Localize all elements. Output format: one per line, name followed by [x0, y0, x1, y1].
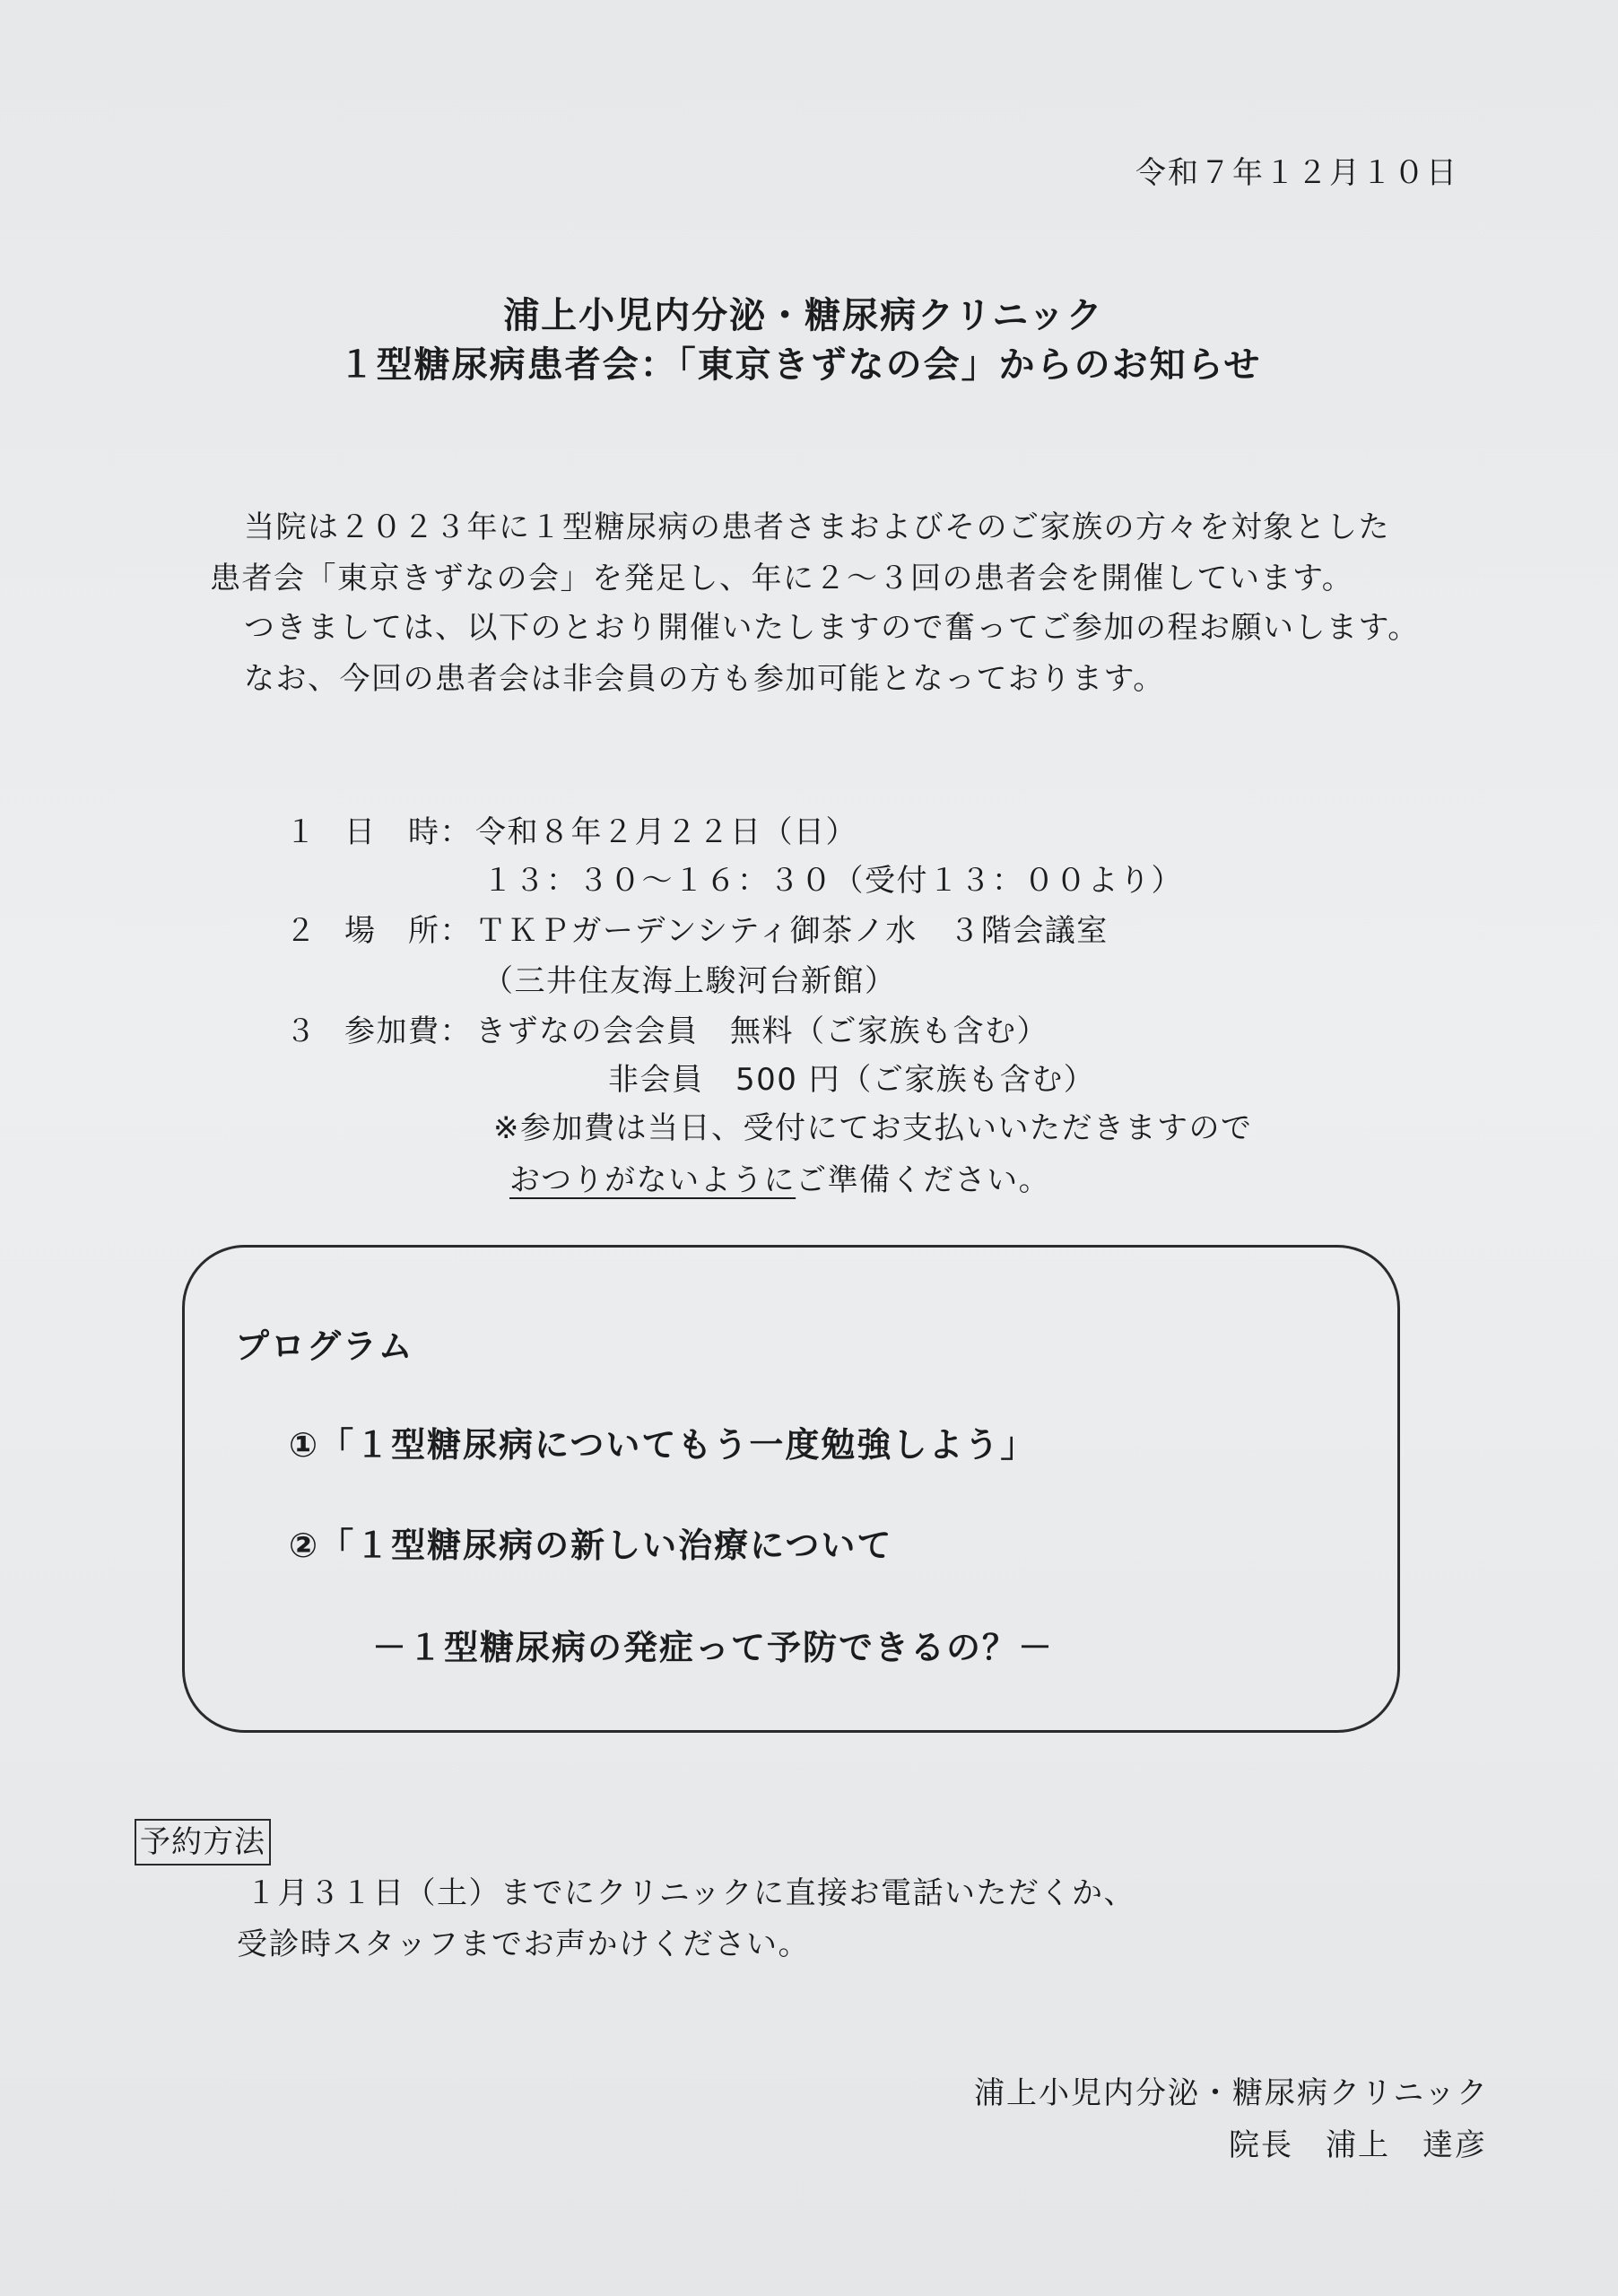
venue-sub: （三井住友海上駿河台新館）	[483, 963, 897, 999]
signature-clinic: 浦上小児内分泌・糖尿病クリニック	[974, 2075, 1489, 2111]
datetime-value: 令和８年２月２２日（日）	[475, 814, 857, 850]
intro-line-2: 患者会「東京きずなの会」を発足し、年に２～３回の患者会を開催しています。	[210, 561, 1354, 596]
signature-director: 院長 浦上 達彦	[1229, 2127, 1487, 2163]
notice-subtitle: １型糖尿病患者会：「東京きずなの会」からのお知らせ	[338, 344, 1262, 386]
datetime-number: １	[285, 814, 318, 850]
fee-member: きずなの会会員 無料（ご家族も含む）	[475, 1013, 1048, 1049]
datetime-label: 日 時：	[344, 814, 472, 850]
program-item-1: ①「１型糖尿病についてもう一度勉強しよう」	[289, 1425, 1037, 1465]
fee-number: ３	[285, 1013, 318, 1049]
program-item-2-subtitle: －１型糖尿病の発症って予防できるの？－	[372, 1628, 1055, 1667]
program-heading: プログラム	[235, 1326, 414, 1366]
program-item-2: ②「１型糖尿病の新しい治療について	[289, 1526, 893, 1565]
reservation-line-1: １月３１日（土）までにクリニックに直接お電話いただくか、	[246, 1875, 1135, 1911]
fee-note-line-1: ※参加費は当日、受付にてお支払いいただきますので	[493, 1110, 1253, 1146]
datetime-time: １３：３０～１６：３０（受付１３：００より）	[483, 863, 1183, 899]
intro-line-1: 当院は２０２３年に１型糖尿病の患者さまおよびそのご家族の方々を対象とした	[244, 509, 1390, 545]
fee-note-rest: ご準備ください。	[796, 1162, 1051, 1198]
reservation-line-2: 受診時スタッフまでお声かけください。	[237, 1926, 810, 1962]
venue-value: ＴＫＰガーデンシティ御茶ノ水 ３階会議室	[475, 913, 1109, 949]
intro-line-3: つきましては、以下のとおり開催いたしますので奮ってご参加の程お願いします。	[244, 610, 1420, 646]
venue-number: ２	[285, 913, 318, 949]
fee-label: 参加費：	[344, 1013, 472, 1049]
issue-date: 令和７年１２月１０日	[1135, 155, 1458, 191]
fee-nonmember: 非会員 500 円（ご家族も含む）	[608, 1062, 1096, 1098]
fee-note-underlined: おつりがないように	[509, 1162, 796, 1198]
venue-label: 場 所：	[344, 913, 472, 949]
reservation-label: 予約方法	[135, 1819, 271, 1866]
clinic-title: 浦上小児内分泌・糖尿病クリニック	[503, 295, 1104, 336]
fee-note-line-2	[509, 1155, 1050, 1199]
intro-line-4: なお、今回の患者会は非会員の方も参加可能となっております。	[244, 661, 1165, 697]
